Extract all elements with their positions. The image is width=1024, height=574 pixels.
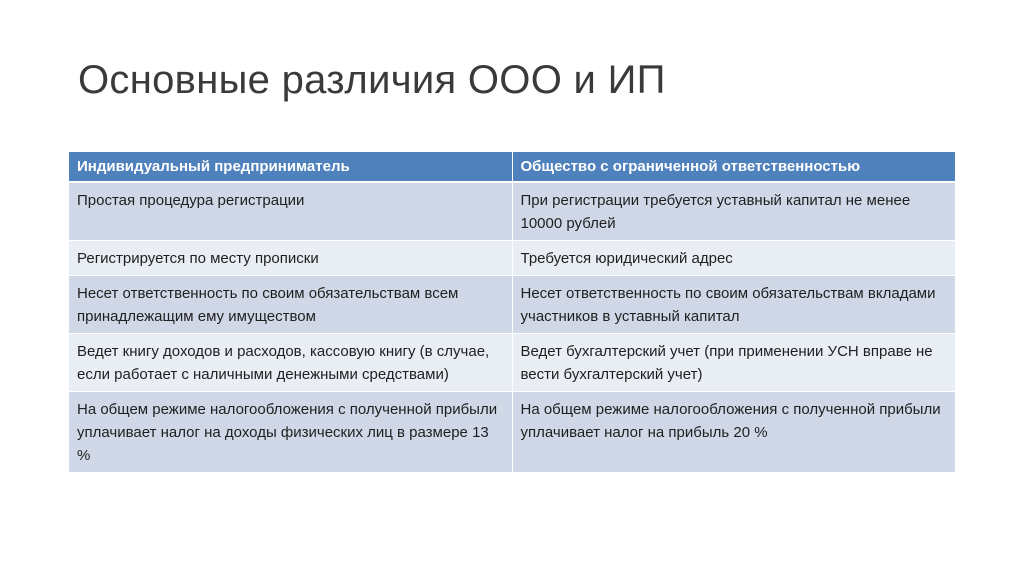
comparison-table <box>69 152 955 473</box>
cell-llc: Ведет бухгалтерский учет (при применении УСН вправе не вести бухгалтерский учет) <box>512 334 955 392</box>
table-row <box>69 392 955 473</box>
cell-llc: На общем режиме налогообложения с полученной прибыли уплачивает налог на прибыль 20 % <box>512 392 955 473</box>
table-row <box>69 182 955 241</box>
cell-llc: При регистрации требуется уставный капитал не менее 10000 рублей <box>512 182 955 241</box>
cell-sole-proprietor: Ведет книгу доходов и расходов, кассовую книгу (в случае, если работает с наличными денежными средствами) <box>69 334 512 392</box>
cell-sole-proprietor: Регистрируется по месту прописки <box>69 241 512 276</box>
cell-sole-proprietor: Несет ответственность по своим обязательствам всем принадлежащим ему имуществом <box>69 276 512 334</box>
cell-llc: Требуется юридический адрес <box>512 241 955 276</box>
header-sole-proprietor: Индивидуальный предприниматель <box>69 152 512 182</box>
table-row <box>69 334 955 392</box>
cell-llc: Несет ответственность по своим обязательствам вкладами участников в уставный капитал <box>512 276 955 334</box>
table-row <box>69 241 955 276</box>
slide-title: Основные различия ООО и ИП <box>78 58 666 102</box>
cell-sole-proprietor: На общем режиме налогообложения с полученной прибыли уплачивает налог на доходы физических лиц в размере 13 % <box>69 392 512 473</box>
header-llc: Общество с ограниченной ответственностью <box>512 152 955 182</box>
cell-sole-proprietor: Простая процедура регистрации <box>69 182 512 241</box>
table-row <box>69 276 955 334</box>
table-header-row <box>69 152 955 182</box>
